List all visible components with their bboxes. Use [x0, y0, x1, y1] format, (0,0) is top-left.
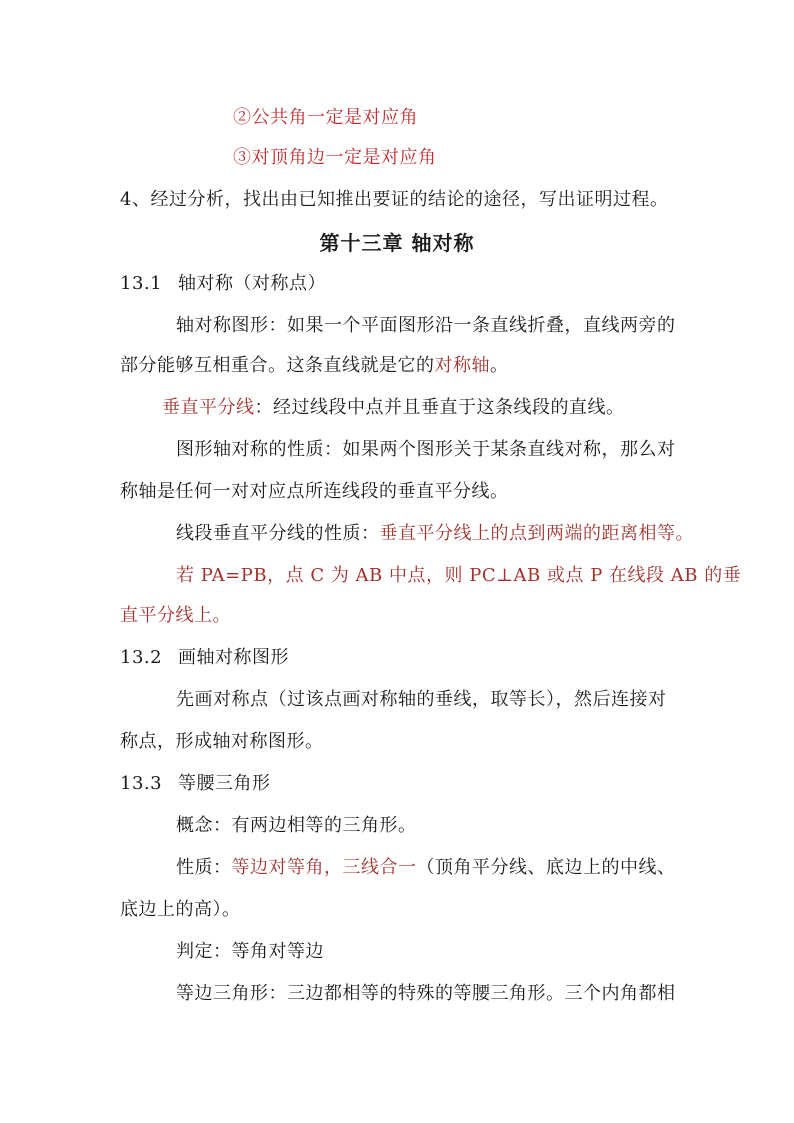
section-number: 13.2	[120, 647, 163, 668]
def-text: ：经过线段中点并且垂直于这条线段的直线。	[254, 397, 625, 418]
chapter-title: 第十三章 轴对称	[319, 231, 475, 255]
section-number: 13.3	[120, 773, 163, 794]
bisector-converse-line1: 若 PA=PB，点 C 为 AB 中点，则 PC⊥AB 或点 P 在线段 AB 的垂	[176, 565, 742, 586]
axis-symmetry-def-line2	[120, 354, 509, 378]
section-title: 轴对称（对称点）	[178, 273, 326, 294]
property-statement: 垂直平分线上的点到两端的距离相等。	[379, 523, 694, 544]
section-13-3-heading	[120, 772, 271, 796]
isosceles-concept: 概念：有两边相等的三角形。	[176, 815, 417, 836]
step-4-text: 4、经过分析，找出由已知推出要证的结论的途径，写出证明过程。	[120, 189, 669, 210]
term-perpendicular-bisector: 垂直平分线	[162, 397, 255, 418]
isosceles-property-line1	[176, 856, 676, 880]
bisector-property	[176, 522, 694, 546]
property-label: 线段垂直平分线的性质：	[176, 523, 380, 544]
equilateral-def: 等边三角形：三边都相等的特殊的等腰三角形。三个内角都相	[176, 983, 676, 1004]
property-label: 性质：	[176, 857, 232, 878]
bisector-converse-line2: 直平分线上。	[120, 605, 231, 626]
isosceles-property-line2: 底边上的高）。	[120, 899, 241, 920]
section-title: 画轴对称图形	[178, 647, 289, 668]
list-item-3: ③对顶角边一定是对应角	[233, 147, 437, 168]
draw-method-line1: 先画对称点（过该点画对称轴的垂线，取等长），然后连接对	[176, 689, 667, 710]
term-axis-of-symmetry: 对称轴	[434, 355, 490, 376]
def-text: 部分能够互相重合。这条直线就是它的	[120, 355, 435, 376]
section-13-2-heading	[120, 646, 289, 670]
draw-method-line2: 称点，形成轴对称图形。	[120, 731, 324, 752]
property-detail: （顶角平分线、底边上的中线、	[416, 857, 676, 878]
list-item-2: ②公共角一定是对应角	[233, 107, 418, 128]
symmetry-property-line1: 图形轴对称的性质：如果两个图形关于某条直线对称，那么对	[176, 439, 676, 460]
symmetry-property-line2: 称轴是任何一对对应点所连线段的垂直平分线。	[120, 481, 509, 502]
section-title: 等腰三角形	[178, 773, 271, 794]
axis-symmetry-def-line1: 轴对称图形：如果一个平面图形沿一条直线折叠，直线两旁的	[176, 315, 676, 336]
def-period: 。	[490, 355, 509, 376]
property-statement: 等边对等角，三线合一	[231, 857, 417, 878]
isosceles-judgement: 判定：等角对等边	[176, 941, 324, 962]
section-13-1-heading	[120, 272, 326, 296]
section-number: 13.1	[120, 273, 163, 294]
perpendicular-bisector-def	[162, 396, 625, 420]
